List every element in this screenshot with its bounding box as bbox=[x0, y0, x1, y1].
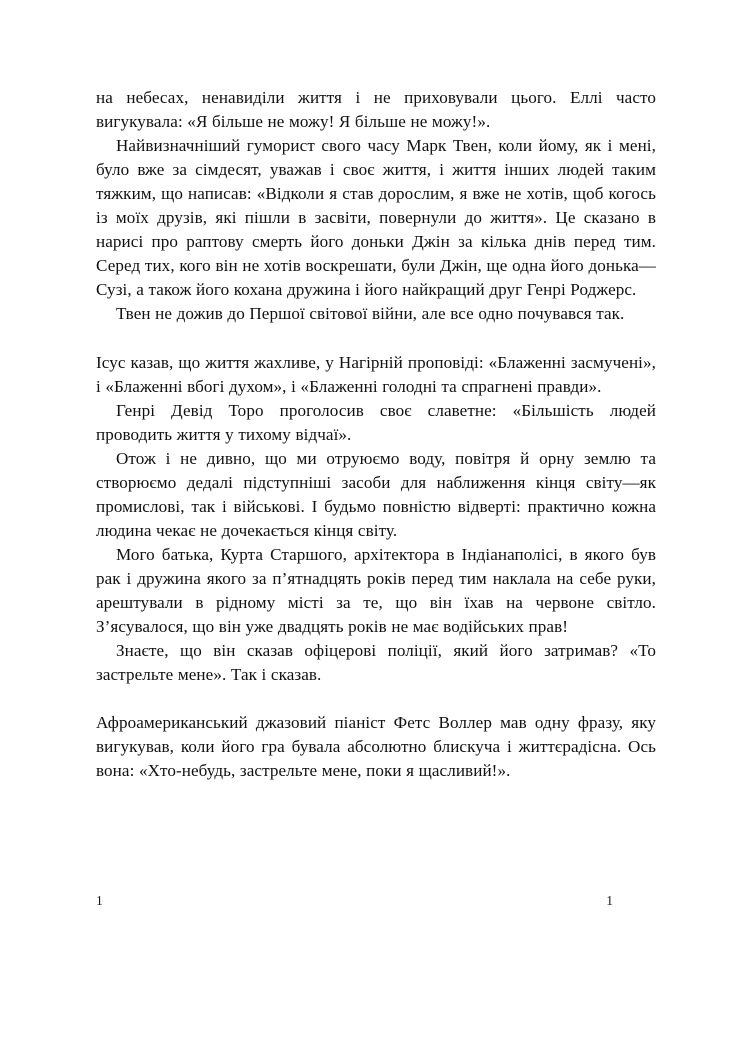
paragraph: Отож і не дивно, що ми отруюємо воду, повітря й орну землю та створюємо дедалі підступніші засоби для наближення кінця світу—як промислові, так і військові. І будьмо повністю відверті: практично кожна людина чекає не дочекається кінця світу. bbox=[96, 448, 656, 540]
paragraph: Афроамериканський джазовий піаніст Фетс Воллер мав одну фразу, яку вигукував, коли його гра бувала абсолютно блискуча і життєрадісна. Ось вона: «Хто-небудь, застрельте мене, поки я щасливий!». bbox=[96, 713, 656, 781]
paragraph: на небесах, ненавиділи життя і не приховували цього. Еллі часто вигукувала: «Я більше не можу! Я більше не можу!». bbox=[96, 88, 656, 132]
paragraph: Твен не дожив до Першої світової війни, але все одно почувався так. bbox=[116, 304, 625, 324]
page-number-right: 1 bbox=[606, 893, 613, 908]
paragraph: Ісус казав, що життя жахливе, у Нагірній проповіді: «Блаженні засмучені», і «Блаженні вбогі духом», і «Блаженні голодні та спрагнені правди». bbox=[96, 352, 656, 396]
paragraph: Найвизначніший гуморист свого часу Марк Твен, коли йому, як і мені, було вже за сімдесят, уважав і своє життя, і життя інших людей таким тяжким, що написав: «Відколи я став дорослим, я вже не хотів, щоб когось із моїх друзів, які пішли в засвіти, повернули до життя». Це сказано в нарисі про раптову смерть його доньки Джін за кілька днів перед тим. Серед тих, кого він не хотів воскрешати, були Джін, ще одна його донька—Сузі, а також його кохана дружина і його найкращий друг Генрі Роджерс. bbox=[96, 136, 656, 300]
page-footer bbox=[96, 893, 613, 909]
paragraph: Знаєте, що він сказав офіцерові поліції, який його затримав? «То застрельте мене». Так і сказав. bbox=[96, 641, 656, 685]
page-number-left: 1 bbox=[96, 893, 103, 908]
section-divider bbox=[96, 326, 656, 350]
section-divider bbox=[96, 687, 656, 711]
page-text-block bbox=[96, 86, 656, 783]
paragraph: Генрі Девід Торо проголосив своє славетне: «Більшість людей проводить життя у тихому відчаї». bbox=[96, 400, 656, 444]
paragraph: Мого батька, Курта Старшого, архітектора в Індіанаполісі, в якого був рак і дружина якого за п’ятнадцять років перед тим наклала на себе руки, арештували в рідному місті за те, що він їхав на червоне світло. З’ясувалося, що він уже двадцять років не має водійських прав! bbox=[96, 544, 656, 637]
